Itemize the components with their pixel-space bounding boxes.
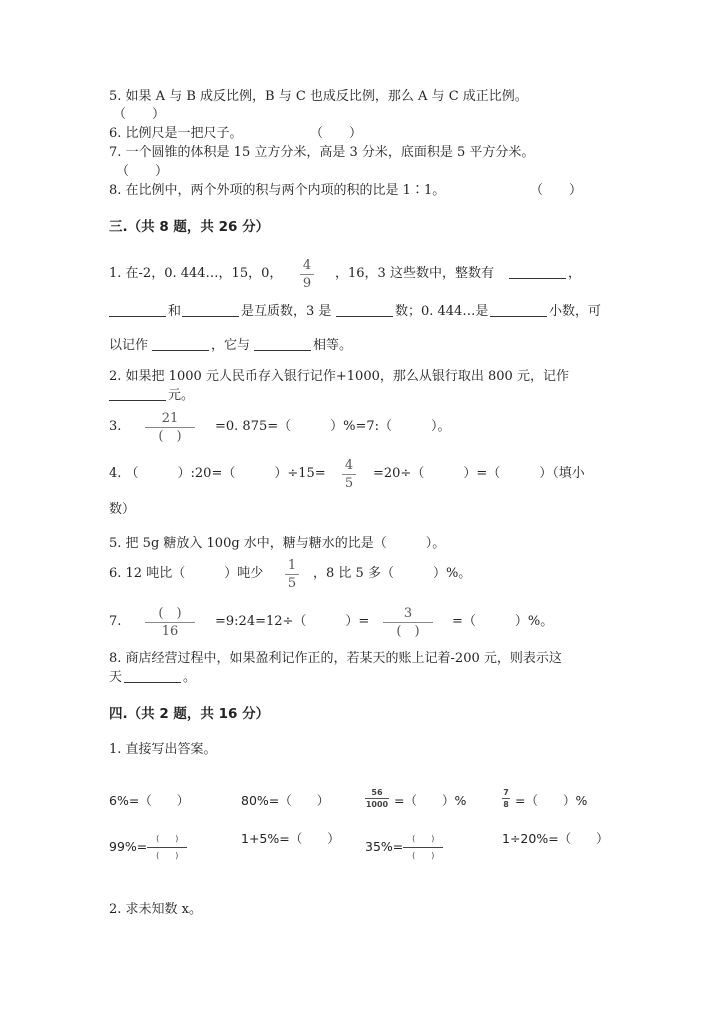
s3-q5-text[interactable]: 5. 把 5g 糖放入 100g 水中，糖与糖水的比是（ ）。	[109, 536, 446, 551]
judge-q8-answer-paren[interactable]: （ ）	[530, 183, 583, 198]
calc-r2-c1[interactable]: 99%=( ) ( )	[109, 831, 187, 864]
s3-q1-line1-c: ，	[568, 266, 582, 281]
s3-q4-c: 数）	[109, 502, 136, 517]
s3-q1-line2-c: 数；0. 444…是	[395, 304, 489, 319]
s3-q4-fraction: 4 5	[342, 458, 356, 491]
s3-q1-line3-b: ，它与	[211, 338, 251, 353]
calc-r1-c2[interactable]: 80%=（ ）	[241, 793, 330, 808]
s3-q7-fraction-2: 3 ( )	[383, 606, 433, 639]
s3-q2-line2: 元。	[168, 388, 195, 403]
judge-q7-text: 7. 一个圆锥的体积是 15 立方分米，高是 3 分米，底面积是 5 平方分米。	[109, 145, 535, 160]
calc-r2-c4[interactable]: 1÷20%=（ ）	[502, 831, 609, 846]
calc-r1-c4[interactable]: =（ ）%	[515, 793, 588, 808]
s3-q4-b[interactable]: =20÷（ ）=（ ）（填小	[373, 466, 585, 481]
s3-q8-blank[interactable]	[124, 670, 181, 683]
s3-q1-blank-1[interactable]	[509, 266, 566, 279]
s3-q2-blank[interactable]	[109, 388, 166, 401]
s3-q8-line2-b: 。	[183, 670, 197, 685]
judge-q8-text: 8. 在比例中，两个外项的积与两个内项的积的比是 1∶1。	[109, 183, 446, 198]
judge-q6-answer-paren[interactable]: （ ）	[310, 126, 363, 141]
judge-q7-answer-paren[interactable]: （ ）	[116, 164, 169, 179]
calc-r2-c2[interactable]: 1+5%=（ ）	[241, 831, 340, 846]
s4-q1-title: 1. 直接写出答案。	[109, 742, 217, 757]
section4-heading: 四.（共 2 题，共 16 分）	[109, 706, 270, 722]
s3-q7-fraction-1: ( ) 16	[145, 606, 195, 639]
judge-q5-answer-paren[interactable]: （ ）	[113, 107, 166, 122]
s3-q7-label: 7.	[109, 614, 122, 629]
s3-q1-line2-b: 是互质数，3 是	[241, 304, 332, 319]
calc-r2-c3[interactable]: 35%=( ) ( )	[365, 831, 443, 864]
judge-q6-text: 6. 比例尺是一把尺子。	[109, 126, 243, 141]
s3-q1-blank-3[interactable]	[182, 304, 239, 317]
s3-q3-fraction: 21 ( )	[145, 411, 195, 444]
s3-q8-line1: 8. 商店经营过程中，如果盈利记作正的，若某天的账上记着-200 元，则表示这	[109, 651, 562, 666]
calc-r1-c3[interactable]: =（ ）%	[394, 793, 467, 808]
s3-q8-line2-a: 天	[109, 670, 123, 685]
blank-fraction[interactable]: ( ) ( )	[147, 831, 187, 864]
calc-r1-c3-fraction: 56 1000	[365, 788, 389, 809]
s3-q1-line3-c: 相等。	[313, 338, 353, 353]
s3-q3-rest[interactable]: =0. 875=（ ）%=7:（ ）。	[215, 419, 451, 434]
s3-q7-mid[interactable]: =9:24=12÷（ ）=	[215, 614, 370, 629]
s3-q2-line1: 2. 如果把 1000 元人民币存入银行记作+1000，那么从银行取出 800 元，记作	[109, 369, 569, 384]
s3-q4-a[interactable]: 4. （ ）:20=（ ）÷15=	[109, 466, 326, 481]
s3-q1-line1-b: ，16，3 这些数中，整数有	[335, 266, 494, 281]
s3-q7-end[interactable]: =（ ）%。	[452, 614, 554, 629]
s3-q6-b[interactable]: ，8 比 5 多（ ）%。	[313, 566, 472, 581]
judge-q5-text: 5. 如果 A 与 B 成反比例，B 与 C 也成反比例，那么 A 与 C 成正比例。	[109, 89, 528, 104]
s4-q2-title: 2. 求未知数 x。	[109, 902, 202, 917]
s3-q6-fraction: 1 5	[285, 558, 299, 591]
s3-q1-fraction: 4 9	[300, 258, 314, 291]
s3-q1-line3-a: 以记作	[109, 338, 149, 353]
s3-q6-a[interactable]: 6. 12 吨比（ ）吨少	[109, 566, 264, 581]
blank-fraction[interactable]: ( ) ( )	[403, 831, 443, 864]
section3-heading: 三.（共 8 题，共 26 分）	[109, 219, 270, 235]
s3-q1-blank-5[interactable]	[490, 304, 547, 317]
s3-q1-line2-a: 和	[168, 304, 182, 319]
s3-q1-blank-2[interactable]	[109, 304, 166, 317]
s3-q3-label: 3.	[109, 419, 122, 434]
s3-q1-blank-4[interactable]	[336, 304, 393, 317]
s3-q1-line1-a: 1. 在-2，0. 444…，15，0，	[109, 266, 283, 281]
s3-q1-blank-7[interactable]	[254, 338, 311, 351]
s3-q1-blank-6[interactable]	[152, 338, 209, 351]
calc-r1-c4-fraction: 7 8	[503, 788, 509, 809]
calc-r1-c1[interactable]: 6%=（ ）	[109, 793, 190, 808]
s3-q1-line2-d: 小数，可	[549, 304, 602, 319]
